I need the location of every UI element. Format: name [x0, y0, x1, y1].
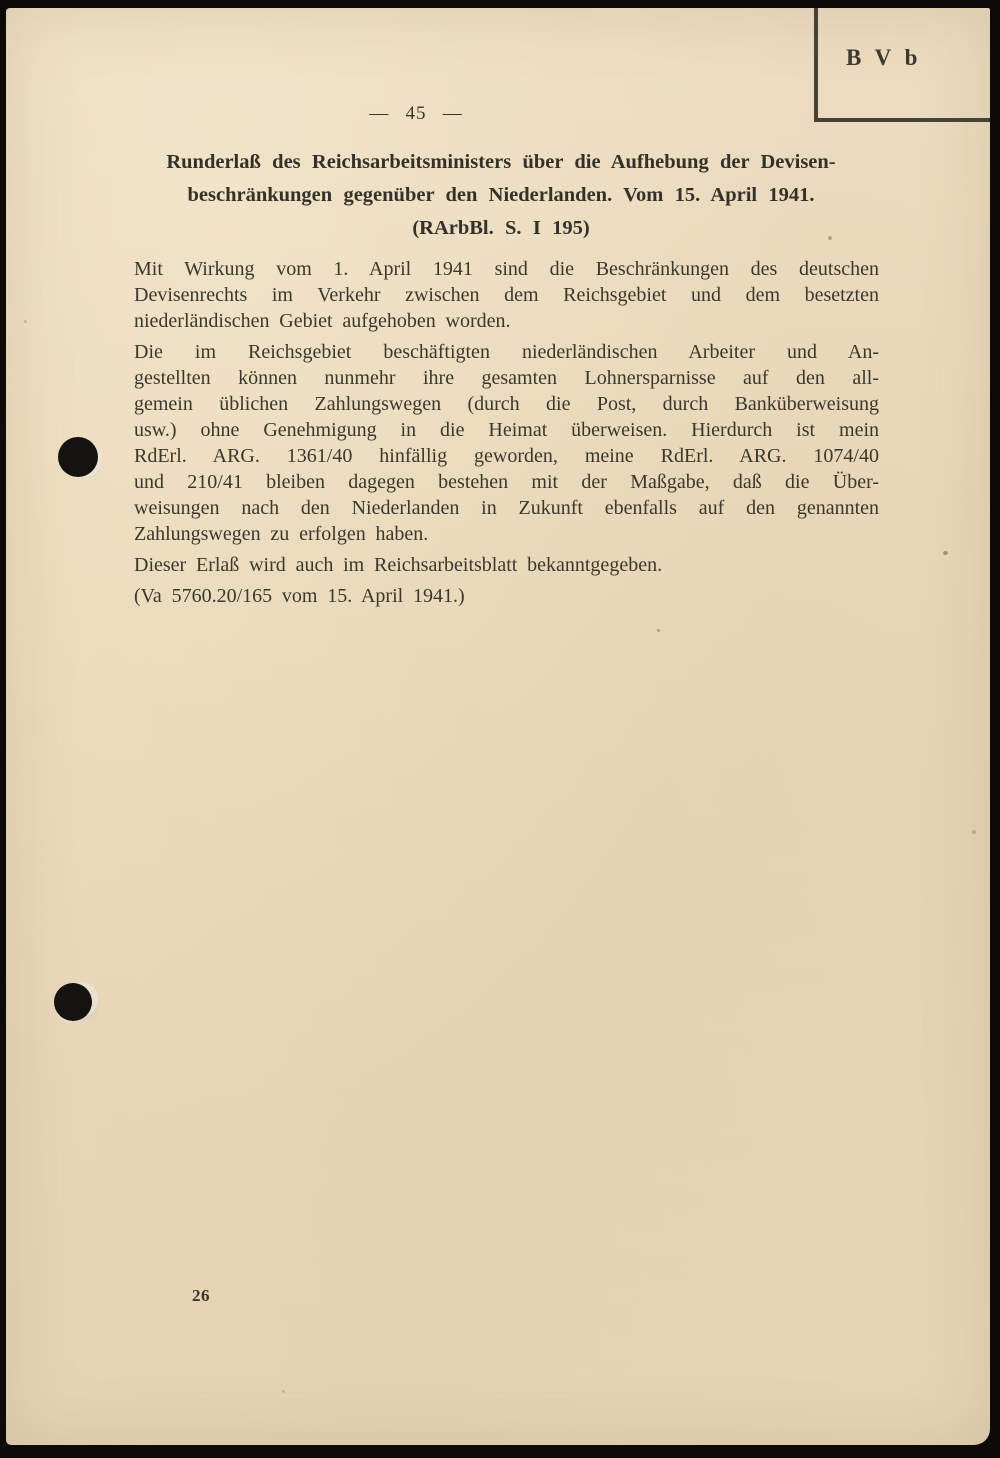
body-line: weisungen nach den Niederlanden in Zukunft ebenfalls auf den genannten — [134, 497, 879, 519]
paper-speck — [828, 236, 832, 240]
paper-speck — [282, 1390, 285, 1393]
body-line: und 210/41 bleiben dagegen bestehen mit der Maßgabe, daß die Über- — [134, 471, 879, 493]
page-number: — 45 — — [369, 103, 463, 124]
body-line: Dieser Erlaß wird auch im Reichsarbeitsblatt bekanntgegeben. — [134, 554, 663, 576]
hole-punch-bottom — [54, 983, 92, 1021]
paragraph-3 — [134, 552, 879, 578]
paper-speck — [943, 551, 948, 555]
title-line-1: Runderlaß des Reichsarbeitsministers über die Aufhebung der Devisen- — [166, 151, 836, 173]
classification-box — [814, 8, 990, 122]
body-line: usw.) ohne Genehmigung in die Heimat überweisen. Hierdurch ist mein — [134, 419, 879, 441]
document-title — [127, 146, 875, 245]
body-line: gemein üblichen Zahlungswegen (durch die Post, durch Banküberweisung — [134, 393, 879, 415]
body-line: (Va 5760.20/165 vom 15. April 1941.) — [134, 585, 465, 607]
title-reference-line: (RArbBl. S. I 195) — [412, 217, 590, 239]
footer-number: 26 — [192, 1286, 210, 1305]
document-body — [134, 256, 879, 614]
body-line: Devisenrechts im Verkehr zwischen dem Reichsgebiet und dem besetzten — [134, 284, 879, 306]
paragraph-4 — [134, 583, 879, 609]
paragraph-2 — [134, 339, 879, 547]
body-line: niederländischen Gebiet aufgehoben worden. — [134, 310, 511, 332]
body-line: Mit Wirkung vom 1. April 1941 sind die Beschränkungen des deutschen — [134, 258, 879, 280]
title-line-2: beschränkungen gegenüber den Niederlanden. Vom 15. April 1941. — [187, 184, 815, 206]
paragraph-1 — [134, 256, 879, 334]
paper-speck — [657, 629, 660, 632]
hole-punch-top — [58, 437, 98, 477]
paper-speck — [972, 830, 976, 834]
body-line: RdErl. ARG. 1361/40 hinfällig geworden, meine RdErl. ARG. 1074/40 — [134, 445, 879, 467]
document-page — [6, 8, 990, 1445]
body-line: gestellten können nunmehr ihre gesamten Lohnersparnisse auf den all- — [134, 367, 879, 389]
paper-speck — [24, 320, 27, 323]
classification-label: B V b — [846, 45, 920, 70]
body-line: Zahlungswegen zu erfolgen haben. — [134, 523, 429, 545]
body-line: Die im Reichsgebiet beschäftigten niederländischen Arbeiter und An- — [134, 341, 879, 363]
